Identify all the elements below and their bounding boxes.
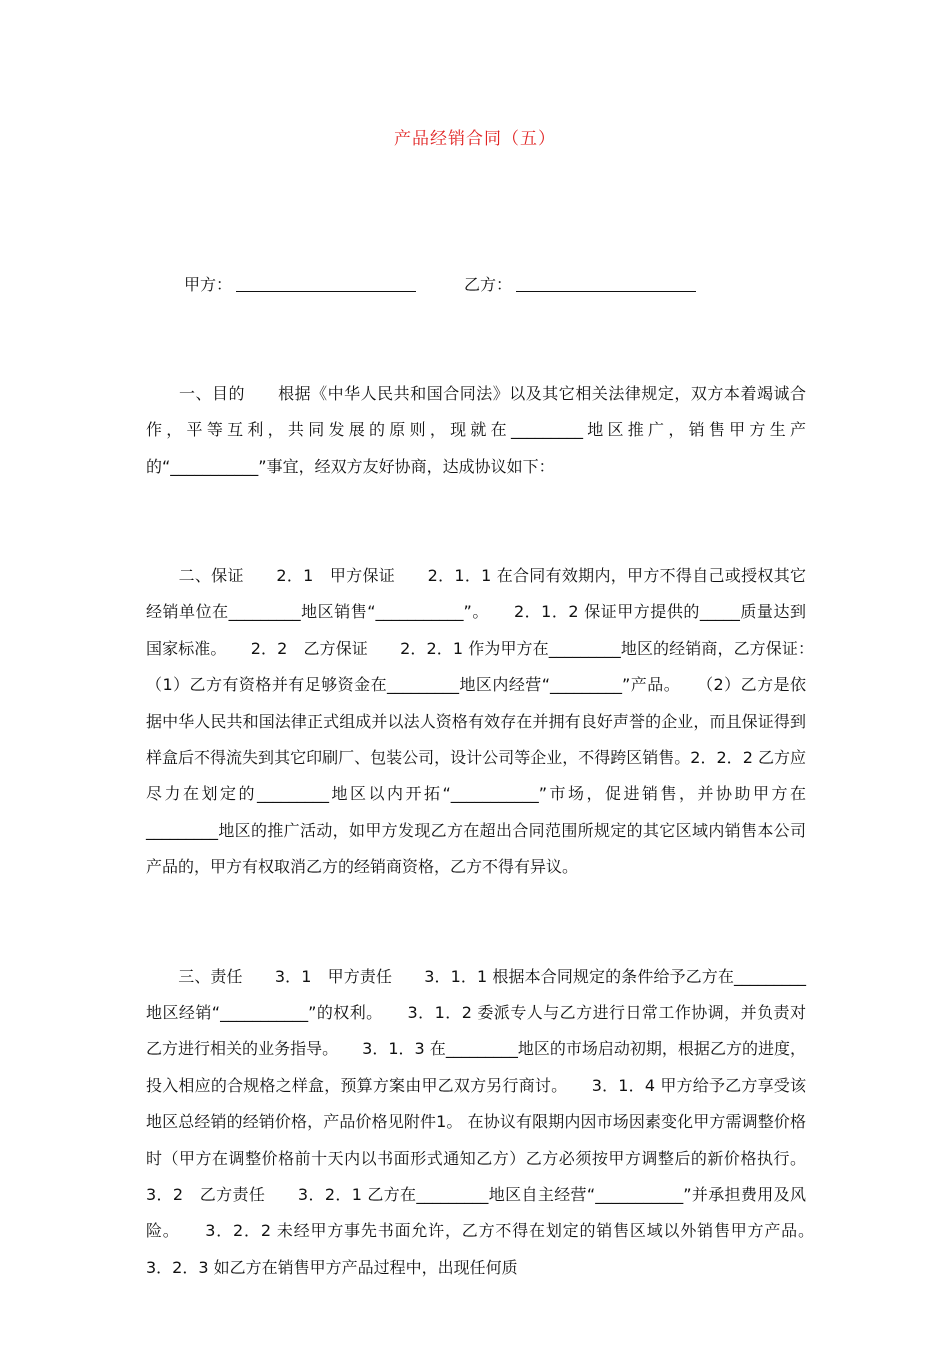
party-b-label: 乙方： bbox=[464, 274, 513, 294]
document-title: 产品经销合同（五） bbox=[394, 129, 556, 149]
party-b bbox=[464, 267, 696, 303]
contract-body bbox=[146, 194, 839, 1359]
party-a-label: 甲方： bbox=[184, 274, 233, 294]
section-guarantee: 二、保证 2．1 甲方保证 2．1．1 在合同有效期内，甲方不得自己或授权其它经销单位在_________地区销售“___________”。 2．1．2 保证甲方提供的_____质量达到国家标准。 2．2 乙方保证 2．2．1 作为甲方在_________地区的经销商，乙方保证： （1）乙方有资格并有足够资金在_________地区内经营“_________”产品。 （2）乙方是依据中华人民共和国法律正式组成并以法人资格有效存在并拥有良好声誉的企业，而且保证得到样盒后不得流失到其它印刷厂、包装公司，设计公司等企业，不得跨区销售。2．2．2 乙方应尽力在划定的_________地区以内开拓“___________”市场，促进销售，并协助甲方在_________地区的推广活动，如甲方发现乙方在超出合同范围所规定的其它区域内销售本公司产品的，甲方有权取消乙方的经销商资格，乙方不得有异议。 bbox=[146, 566, 839, 877]
section-purpose: 一、目的 根据《中华人民共和国合同法》以及其它相关法律规定，双方本着竭诚合作，平等互利，共同发展的原则，现就在_________地区推广，销售甲方生产的“___________”事宜，经双方友好协商，达成协议如下： bbox=[146, 384, 806, 476]
section-responsibility: 三、责任 3．1 甲方责任 3．1．1 根据本合同规定的条件给予乙方在_________地区经销“___________”的权利。 3．1．2 委派专人与乙方进行日常工作协调，并负责对乙方进行相关的业务指导。 3．1．3 在_________地区的市场启动初期，根据乙方的进度，投入相应的合规格之样盒，预算方案由甲乙双方另行商讨。 3．1．4 甲方给予乙方享受该地区总经销的经销价格，产品价格见附件1。 在协议有限期内因市场因素变化甲方需调整价格时（甲方在调整价格前十天内以书面形式通知乙方）乙方必须按甲方调整后的新价格执行。3．2 乙方责任 3．2．1 乙方在_________地区自主经营“___________”并承担费用及风险。 3．2．2 未经甲方事先书面允许，乙方不得在划定的销售区域以外销售甲方产品。 3．2．3 如乙方在销售甲方产品过程中，出现任何质 bbox=[146, 966, 839, 1277]
party-b-blank bbox=[516, 271, 696, 292]
party-a bbox=[184, 267, 416, 303]
party-a-blank bbox=[236, 271, 416, 292]
parties-line bbox=[146, 267, 806, 303]
